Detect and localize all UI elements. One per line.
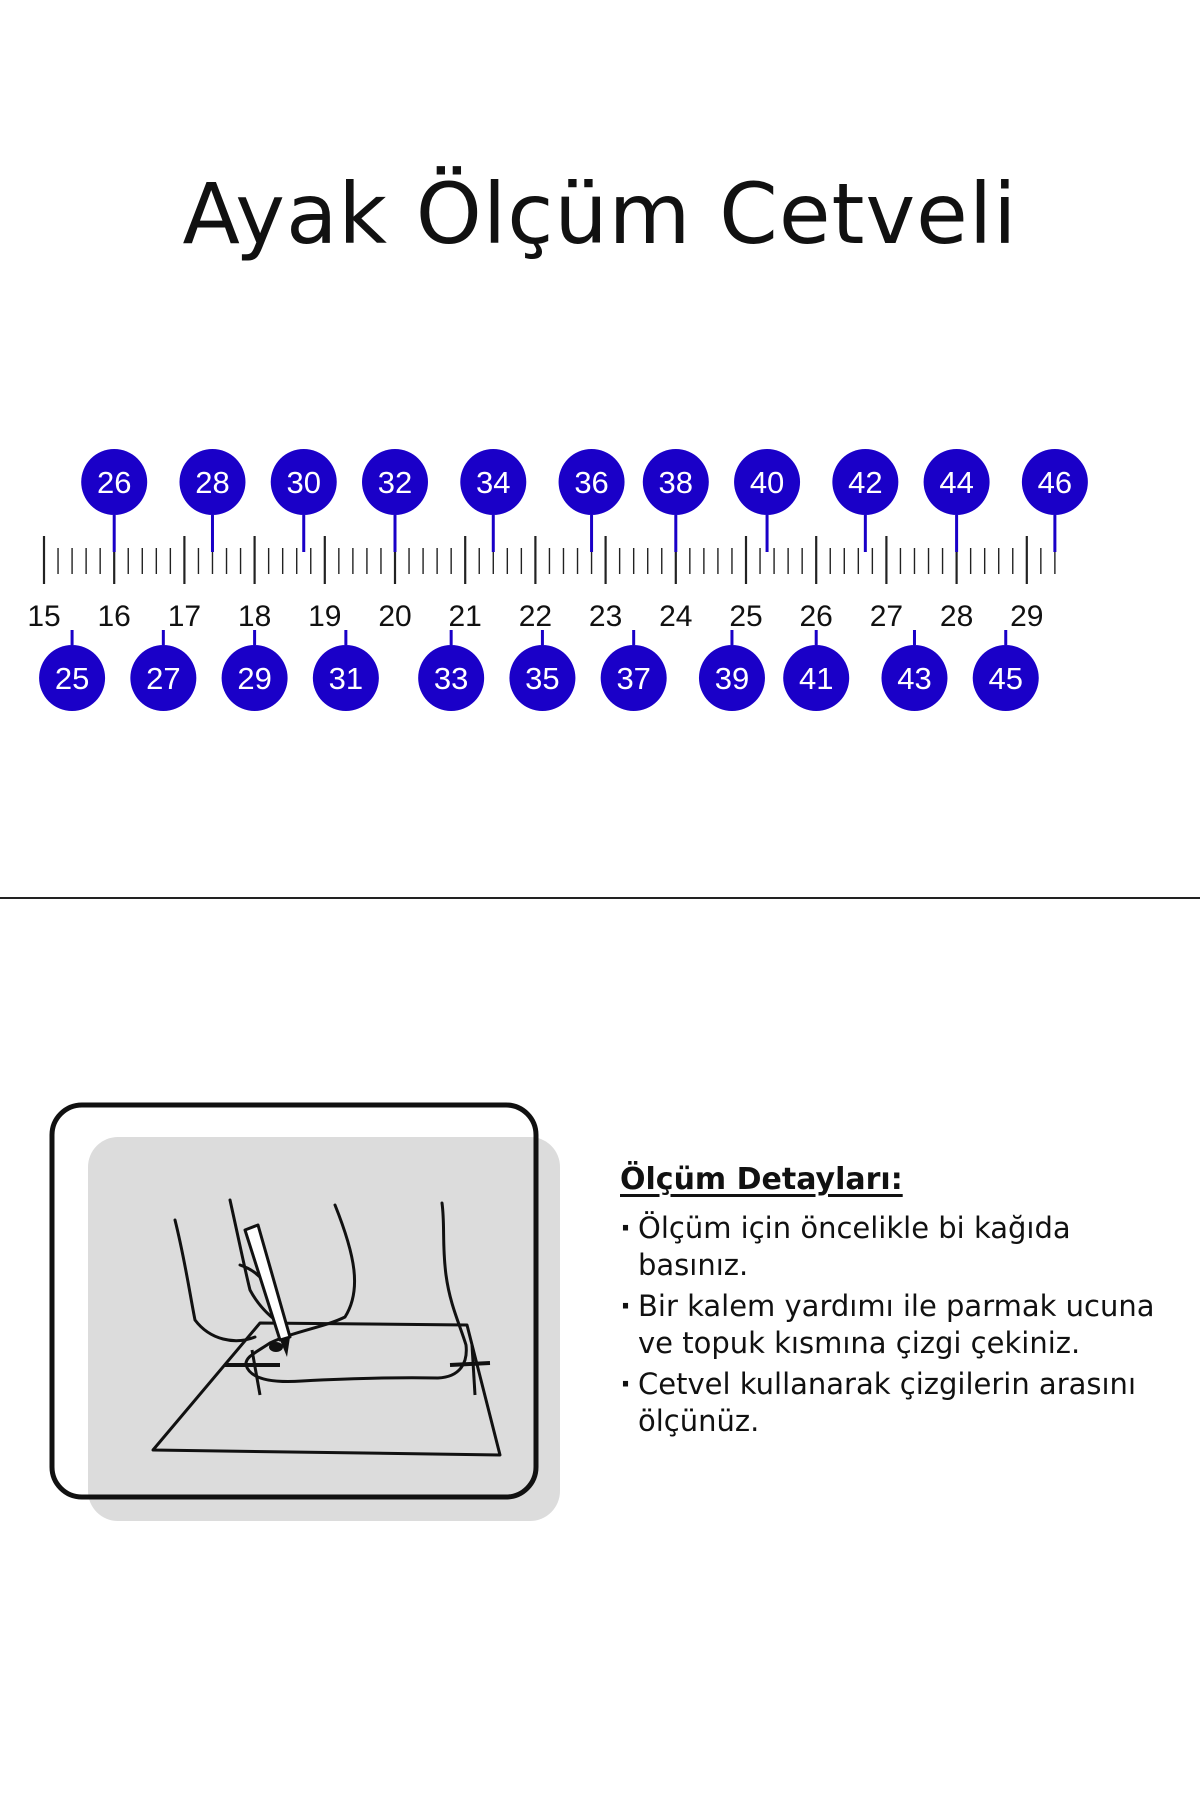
shoe-size-bottom-label: 35 [525,661,560,696]
shoe-size-top-label: 26 [96,465,132,500]
details-list [620,1210,1180,1440]
foot-measurement-illustration-icon [40,1095,570,1539]
shoe-size-bottom-label: 29 [237,661,272,696]
ruler-cm-label: 19 [308,600,342,633]
foot-size-ruler [0,430,1200,730]
shoe-size-bottom-label: 33 [433,661,469,696]
shoe-size-bottom-label: 31 [328,661,364,696]
shoe-size-top-label: 30 [286,465,321,500]
shoe-size-bottom-label: 41 [798,661,834,696]
shoe-size-bottom-label: 25 [54,661,90,696]
measurement-details [620,1162,1180,1444]
shoe-size-top-label: 28 [195,465,230,500]
details-heading: Ölçüm Detayları: [620,1162,903,1197]
details-step: · Ölçüm için öncelikle bi kağıda basınız. [620,1210,1180,1284]
shoe-size-bottom-label: 45 [988,661,1023,696]
ruler-cm-label: 23 [588,600,623,633]
shoe-size-bottom-label: 27 [146,661,181,696]
section-divider [0,897,1200,899]
shoe-size-top-label: 44 [939,465,974,500]
page-title: Ayak Ölçüm Cetveli [182,165,1018,263]
ruler-cm-label: 16 [97,600,131,633]
ruler-cm-label: 26 [799,600,833,633]
ruler-cm-label: 21 [448,600,482,633]
ruler-cm-label: 22 [518,600,553,633]
ruler-cm-label: 17 [167,600,202,633]
details-step: · Cetvel kullanarak çizgilerin arasını ölçünüz. [620,1366,1180,1440]
ruler-cm-label: 15 [27,600,61,633]
shoe-size-bottom-label: 37 [616,661,651,696]
ruler-cm-label: 29 [1010,600,1044,633]
shoe-size-top-label: 38 [658,465,694,500]
shoe-size-bottom-label: 39 [714,661,750,696]
shoe-size-bottom-label: 43 [897,661,932,696]
shoe-size-top-label: 42 [848,465,883,500]
shoe-size-top-label: 46 [1037,465,1073,500]
shoe-size-top-label: 40 [749,465,785,500]
shoe-size-top-label: 32 [377,465,413,500]
ruler-cm-label: 18 [237,600,272,633]
ruler-cm-label: 24 [659,600,693,633]
shoe-size-top-label: 34 [476,465,511,500]
ruler-cm-label: 27 [869,600,904,633]
ruler-cm-label: 28 [939,600,974,633]
ruler-cm-label: 20 [378,600,412,633]
ruler-cm-label: 25 [729,600,763,633]
shoe-size-top-label: 36 [574,465,609,500]
details-step: · Bir kalem yardımı ile parmak ucuna ve topuk kısmına çizgi çekiniz. [620,1288,1180,1362]
